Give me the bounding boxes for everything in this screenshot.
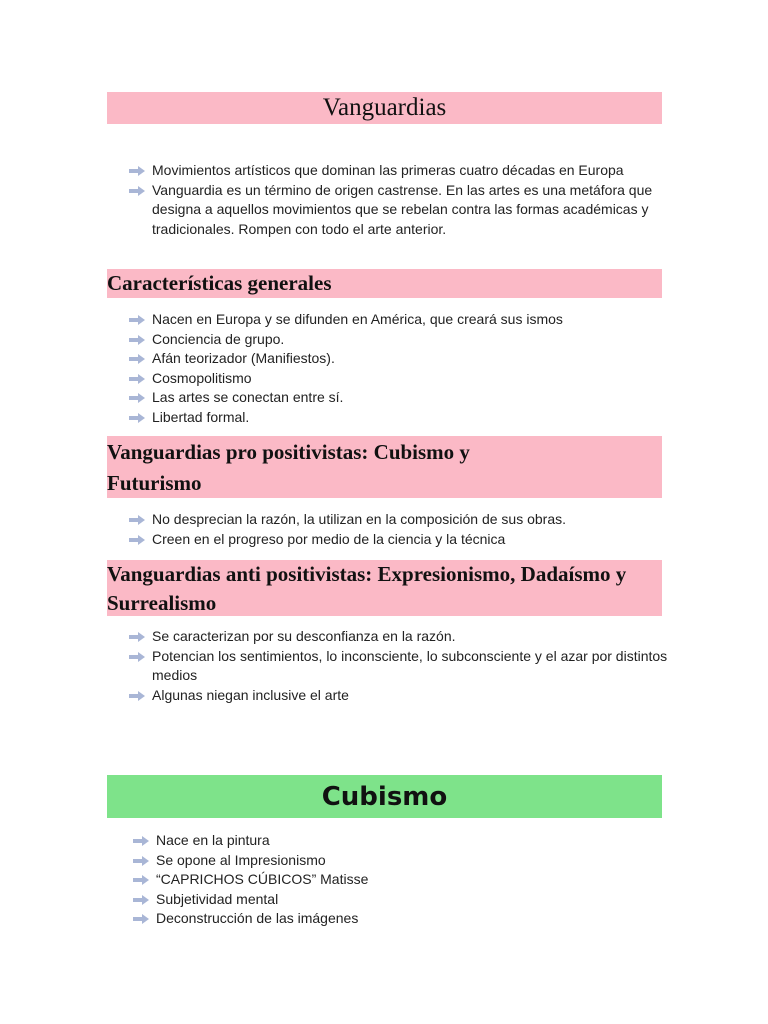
intro-list <box>128 161 673 239</box>
right-arrow-icon <box>128 353 146 365</box>
right-arrow-icon <box>132 913 150 925</box>
right-arrow-icon <box>128 373 146 385</box>
cubismo-list <box>132 831 677 929</box>
section-banner-anti <box>107 560 662 616</box>
section-banner-pro <box>107 436 662 498</box>
section-heading: Características generales <box>107 271 332 295</box>
right-arrow-icon <box>128 334 146 346</box>
list-item: Conciencia de grupo. <box>128 330 673 350</box>
section-heading: Vanguardias anti positivistas: Expresionismo, Dadaísmo y Surrealismo <box>107 562 627 615</box>
right-arrow-icon <box>128 392 146 404</box>
list-item: Potencian los sentimientos, lo inconsciente, lo subconsciente y el azar por distintos medios <box>128 647 673 686</box>
right-arrow-icon <box>128 651 146 663</box>
list-item: Nacen en Europa y se difunden en América, que creará sus ismos <box>128 310 673 330</box>
right-arrow-icon <box>128 185 146 197</box>
list-item: Nace en la pintura <box>132 831 677 851</box>
right-arrow-icon <box>132 894 150 906</box>
pro-list <box>128 510 673 549</box>
caracteristicas-list <box>128 310 673 427</box>
list-item: Se caracterizan por su desconfianza en la razón. <box>128 627 673 647</box>
title-banner <box>107 92 662 124</box>
section-heading: Vanguardias pro positivistas: Cubismo y Futurismo <box>107 440 470 495</box>
right-arrow-icon <box>128 314 146 326</box>
list-item: No desprecian la razón, la utilizan en la composición de sus obras. <box>128 510 673 530</box>
section-banner-caracteristicas <box>107 269 662 298</box>
right-arrow-icon <box>132 874 150 886</box>
right-arrow-icon <box>128 165 146 177</box>
list-item: Se opone al Impresionismo <box>132 851 677 871</box>
right-arrow-icon <box>128 631 146 643</box>
right-arrow-icon <box>132 855 150 867</box>
right-arrow-icon <box>132 835 150 847</box>
list-item: Algunas niegan inclusive el arte <box>128 686 673 706</box>
list-item: “CAPRICHOS CÚBICOS” Matisse <box>132 870 677 890</box>
anti-list <box>128 627 673 705</box>
right-arrow-icon <box>128 514 146 526</box>
list-item: Movimientos artísticos que dominan las primeras cuatro décadas en Europa <box>128 161 673 181</box>
section-banner-cubismo <box>107 775 662 818</box>
list-item: Deconstrucción de las imágenes <box>132 909 677 929</box>
list-item: Vanguardia es un término de origen castrense. En las artes es una metáfora que designa a aquellos movimientos que se rebelan contra las formas académicas y tradicionales. Rompen con todo el arte anterior. <box>128 181 673 240</box>
list-item: Libertad formal. <box>128 408 673 428</box>
page-title: Vanguardias <box>322 94 447 121</box>
list-item: Las artes se conectan entre sí. <box>128 388 673 408</box>
right-arrow-icon <box>128 534 146 546</box>
section-heading: Cubismo <box>321 782 448 812</box>
list-item: Afán teorizador (Manifiestos). <box>128 349 673 369</box>
right-arrow-icon <box>128 412 146 424</box>
list-item: Subjetividad mental <box>132 890 677 910</box>
list-item: Cosmopolitismo <box>128 369 673 389</box>
right-arrow-icon <box>128 690 146 702</box>
list-item: Creen en el progreso por medio de la ciencia y la técnica <box>128 530 673 550</box>
